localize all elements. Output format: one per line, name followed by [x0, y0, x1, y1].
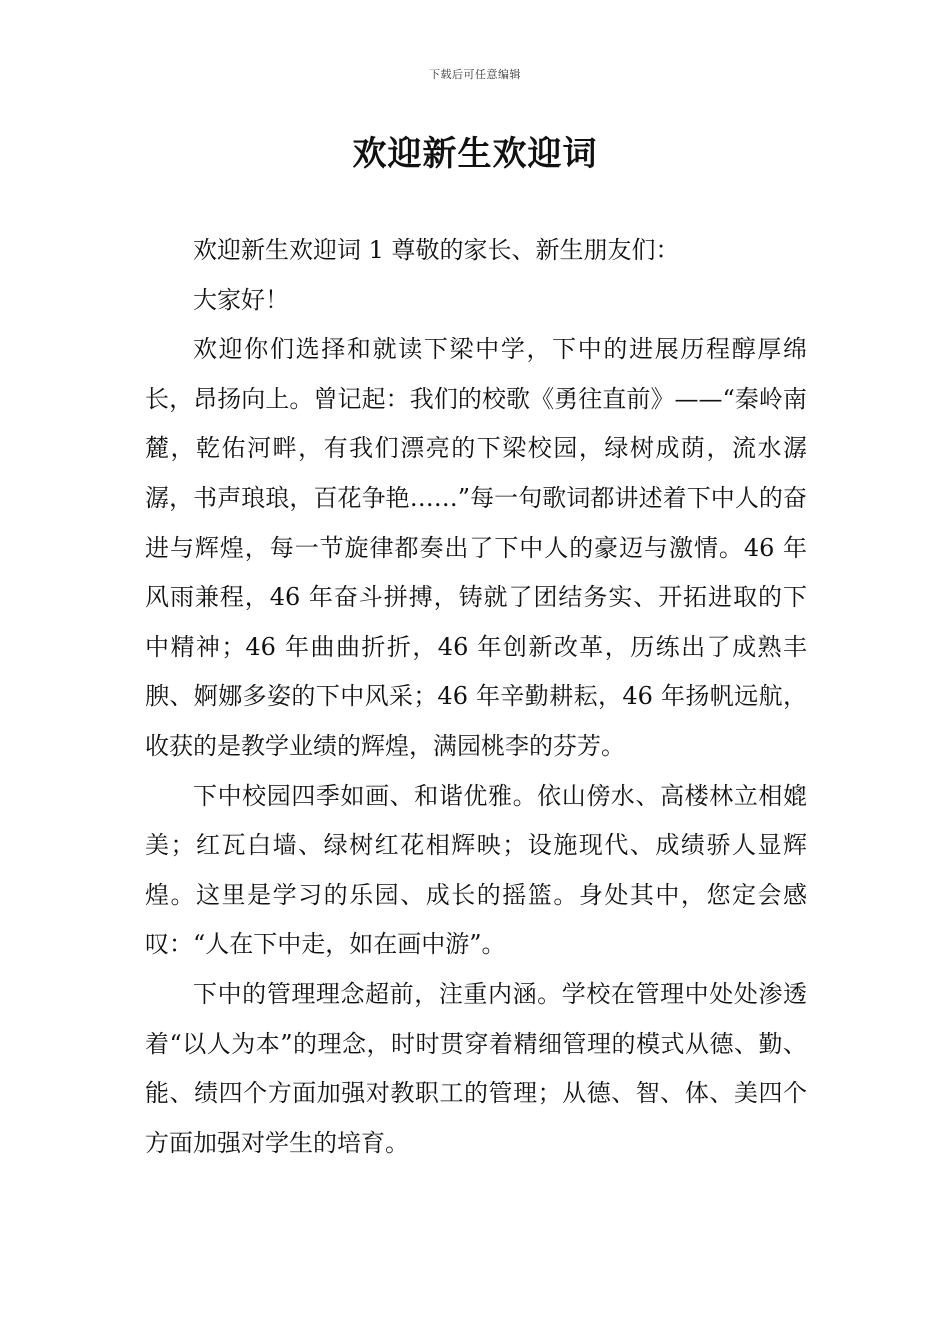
paragraph-hello: 大家好！ [193, 285, 289, 314]
paragraph-campus: 下中校园四季如画、和谐优雅。依山傍水、高楼林立相媲美；红瓦白墙、绿树红花相辉映；设施现代、成绩骄人显辉煌。这里是学习的乐园、成长的摇篮。身处其中，您定会感叹：“人在下中走，如在画中游”。 [145, 781, 807, 959]
header-note: 下载后可任意编辑 [429, 68, 521, 81]
paragraph-greeting-line: 欢迎新生欢迎词 1 尊敬的家长、新生朋友们： [193, 236, 680, 264]
document-body [145, 226, 807, 1168]
paragraph-management: 下中的管理理念超前，注重内涵。学校在管理中处处渗透着“以人为本”的理念，时时贯穿着精细管理的模式从德、勤、能、绩四个方面加强对教职工的管理；从德、智、体、美四个方面加强对学生的培育。 [145, 979, 807, 1157]
document-title: 欢迎新生欢迎词 [352, 134, 598, 174]
paragraph-school-history: 欢迎你们选择和就读下梁中学，下中的进展历程醇厚绵长，昂扬向上。曾记起：我们的校歌《勇往直前》——“秦岭南麓，乾佑河畔，有我们漂亮的下梁校园，绿树成荫，流水潺潺，书声琅琅，百花争艳……”每一句歌词都讲述着下中人的奋进与辉煌，每一节旋律都奏出了下中人的豪迈与激情。46 年风雨兼程，46 年奋斗拼搏，铸就了团结务实、开拓进取的下中精神；46 年曲曲折折，46 年创新改革，历练出了成熟丰腴、婀娜多姿的下中风采；46 年辛勤耕耘，46 年扬帆远航，收获的是教学业绩的辉煌，满园桃李的芬芳。 [145, 335, 807, 760]
